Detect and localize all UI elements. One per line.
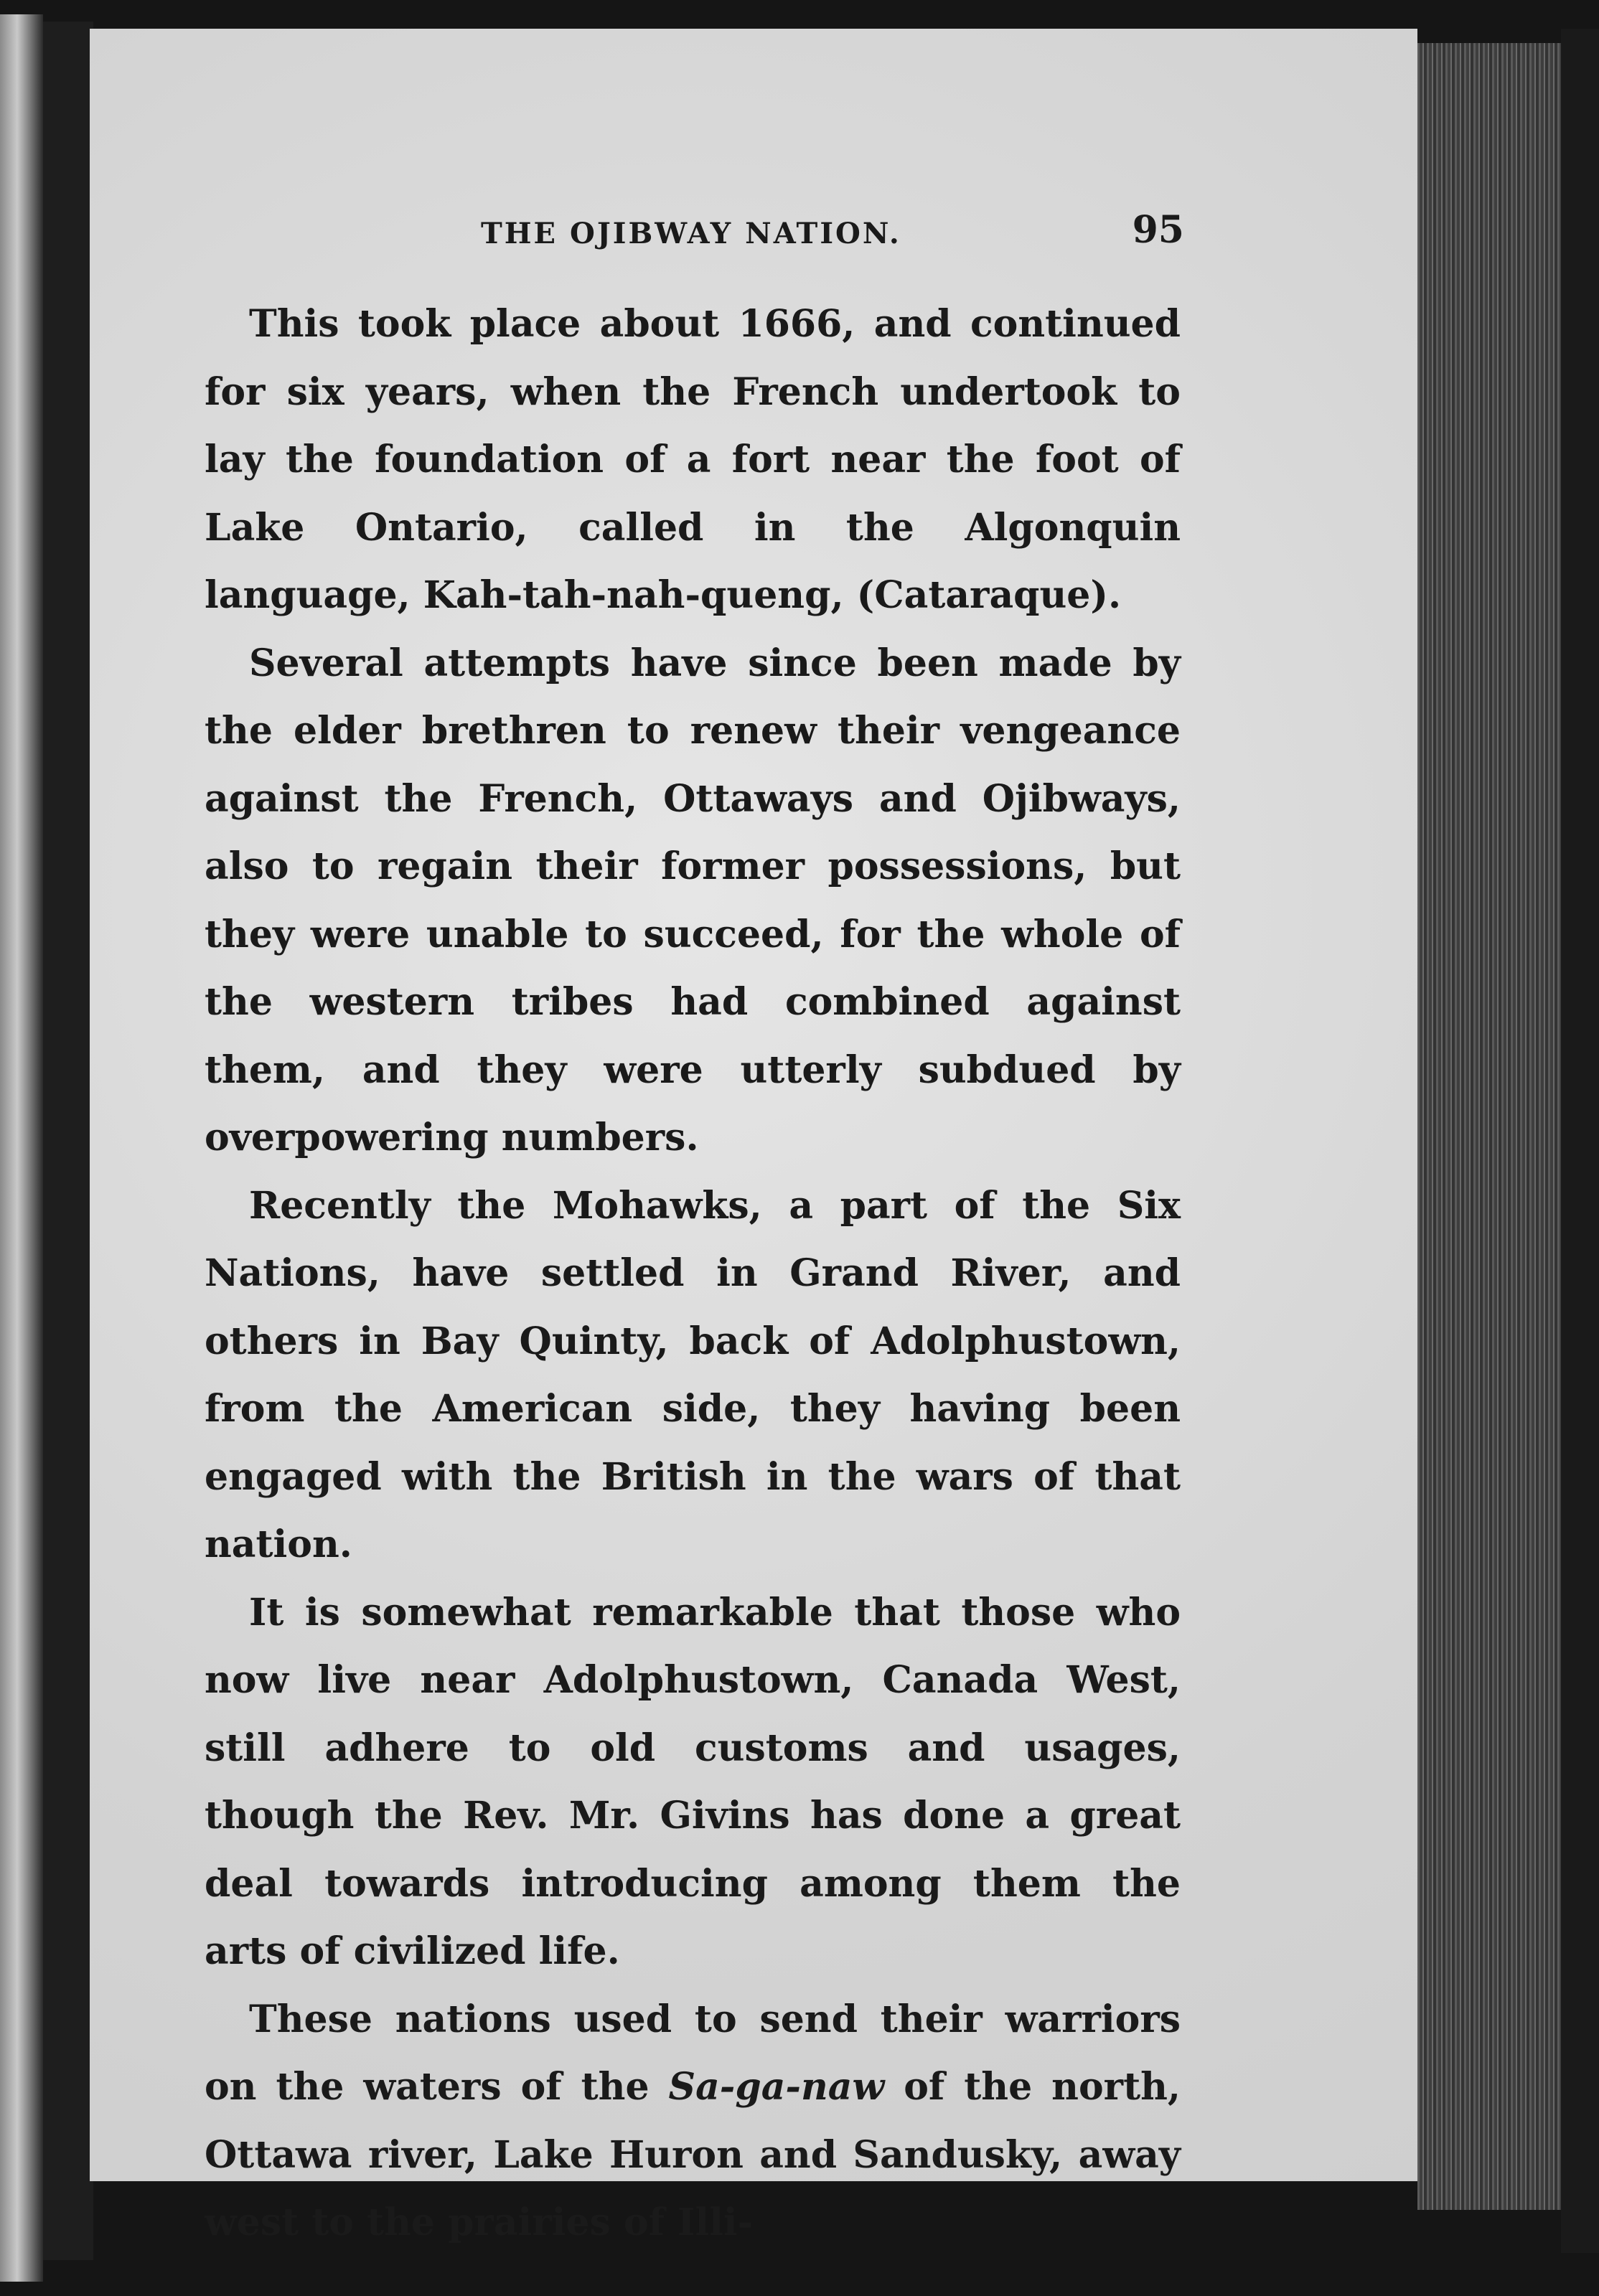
paragraph-1: This took place about 1666, and continued for six years, when the French undertook to lay the foundation of a fort near the foot of Lake Ontario, called in the Algonquin language, Kah-tah-nah-queng, (Cataraque). [205,302,1181,617]
page-edges [1417,43,1561,2210]
paragraph-5-text-after: of the north, Ottawa river, Lake Huron and Sandusky, away west to the prairies of Illi- [205,2065,1181,2244]
paragraph-5-italic-term: Sa-ga-naw [668,2065,885,2109]
body-text [205,291,1181,2257]
paragraph-5 [205,1986,1181,2257]
page-number: 95 [1132,208,1184,252]
background-right [1561,29,1599,2253]
paragraph-5-text-before: These nations used to send their warriors on the waters of the [205,1997,1181,2109]
book-spine-left [0,14,43,2282]
running-title: THE OJIBWAY NATION. [481,217,901,250]
running-head [208,208,1184,258]
paragraph-2: Several attempts have since been made by the elder brethren to renew their vengeance against the French, Ottaways and Ojibways, also to regain their former possessions, but they were unable to succeed, for the whole of the western tribes had combined against them, and they were utterly subdued by overpowering numbers. [205,641,1181,1159]
paragraph-3: Recently the Mohawks, a part of the Six Nations, have settled in Grand River, and others in Bay Quinty, back of Adolphustown, from the American side, they having been engaged with the British in the wars of that nation. [205,1183,1181,1566]
gutter-shadow [43,22,93,2260]
paragraph-4: It is somewhat remarkable that those who now live near Adolphustown, Canada West, still adhere to old customs and usages, though the Rev. Mr. Givins has done a great deal towards introducing among them the arts of civilized life. [205,1590,1181,1973]
